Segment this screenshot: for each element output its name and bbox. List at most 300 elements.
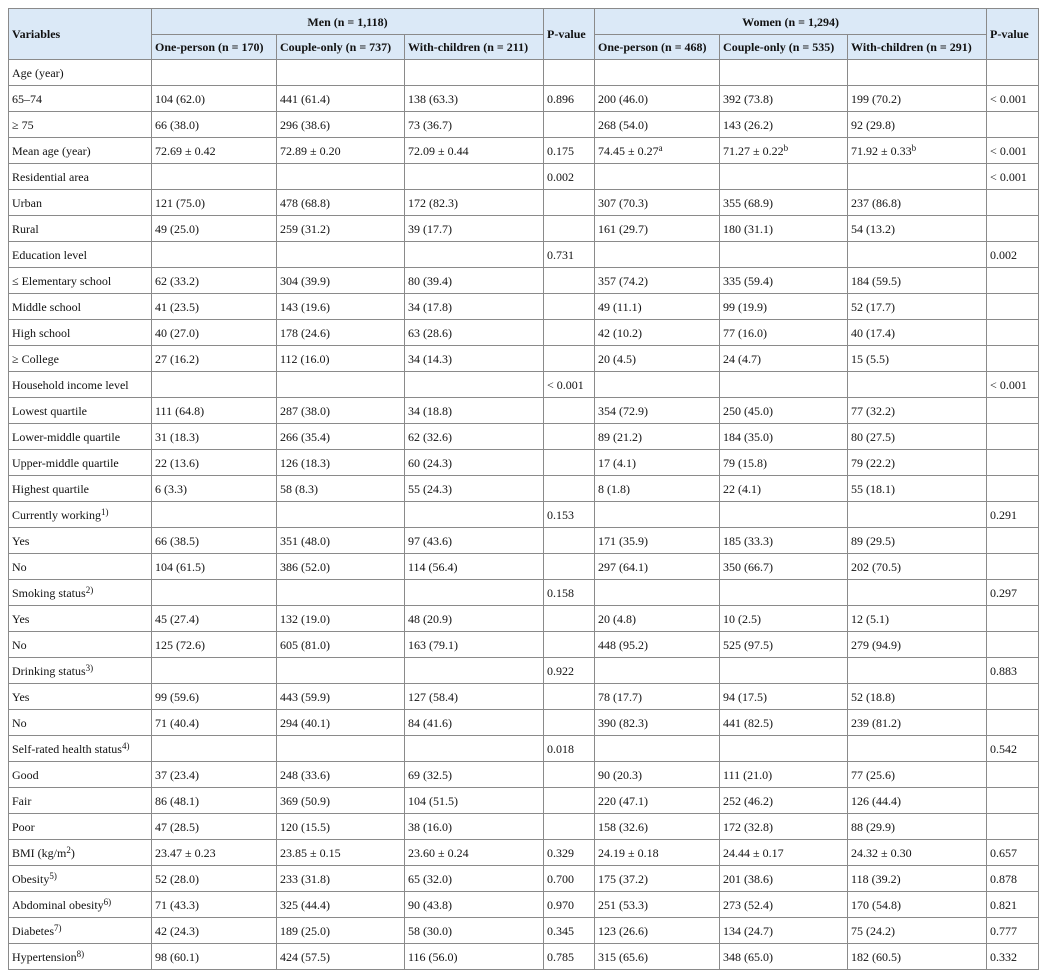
cell-value: 23.60 ± 0.24 (408, 845, 469, 860)
women-p-value: 0.291 (987, 502, 1039, 528)
men-cell (405, 814, 544, 840)
men-cell (152, 164, 277, 190)
men-cell (277, 502, 405, 528)
cell-value: 357 (74.2) (598, 273, 649, 288)
women-cell (595, 86, 720, 112)
men-p-value (544, 684, 595, 710)
women-cell (595, 528, 720, 554)
men-cell (405, 684, 544, 710)
cell-value: 125 (72.6) (155, 637, 205, 652)
men-cell (405, 736, 544, 762)
cell-value: 75 (24.2) (851, 923, 896, 938)
men-cell (152, 216, 277, 242)
cell-value: 112 (16.0) (280, 351, 330, 366)
women-cell (720, 476, 848, 502)
header-pvalue-men: P-value (544, 9, 595, 60)
cell-value: 279 (94.9) (851, 637, 902, 652)
cell-value: 163 (79.1) (408, 637, 458, 652)
men-cell (405, 528, 544, 554)
cell-value: 335 (59.4) (723, 273, 774, 288)
cell-value: 77 (32.2) (851, 403, 896, 418)
cell-value: 233 (31.8) (280, 871, 330, 886)
row-label (9, 242, 152, 268)
women-cell (595, 294, 720, 320)
men-cell (405, 60, 544, 86)
row-label (9, 528, 152, 554)
men-p-value: 0.785 (544, 944, 595, 970)
women-p-value (987, 554, 1039, 580)
row-label (9, 294, 152, 320)
women-cell (720, 424, 848, 450)
men-cell (152, 60, 277, 86)
row-label (9, 658, 152, 684)
men-cell (152, 918, 277, 944)
men-cell (152, 580, 277, 606)
cell-value: 10 (2.5) (723, 611, 762, 626)
women-cell (848, 476, 987, 502)
women-cell (848, 554, 987, 580)
women-cell (595, 606, 720, 632)
women-cell (848, 502, 987, 528)
row-label (9, 346, 152, 372)
women-cell (595, 502, 720, 528)
women-cell (848, 710, 987, 736)
cell-value: 161 (29.7) (598, 221, 649, 236)
table-row (9, 762, 1039, 788)
men-p-value (544, 294, 595, 320)
men-cell (405, 892, 544, 918)
women-cell (595, 840, 720, 866)
women-cell (720, 372, 848, 398)
men-cell (405, 762, 544, 788)
row-label-text: Yes (12, 689, 30, 704)
men-cell (277, 216, 405, 242)
women-p-value (987, 112, 1039, 138)
women-cell (720, 294, 848, 320)
men-cell (405, 294, 544, 320)
cell-value: 66 (38.5) (155, 533, 199, 548)
men-cell (152, 372, 277, 398)
women-p-value (987, 346, 1039, 372)
cell-value: 294 (40.1) (280, 715, 330, 730)
cell-value: 448 (95.2) (598, 637, 649, 652)
header-women-one-person: One-person (n = 468) (595, 35, 720, 60)
women-p-value (987, 450, 1039, 476)
women-cell (595, 632, 720, 658)
cell-value: 478 (68.8) (280, 195, 330, 210)
cell-value: 31 (18.3) (155, 429, 199, 444)
row-label-text: Good (12, 767, 39, 782)
women-cell (720, 658, 848, 684)
footnote-marker: 7) (53, 922, 62, 933)
women-p-value: 0.821 (987, 892, 1039, 918)
row-label-text: Self-rated health status (12, 741, 122, 756)
cell-value: 27 (16.2) (155, 351, 199, 366)
cell-value: 307 (70.3) (598, 195, 649, 210)
cell-value: 34 (18.8) (408, 403, 452, 418)
cell-value: 180 (31.1) (723, 221, 774, 236)
men-cell (277, 580, 405, 606)
cell-value: 189 (25.0) (280, 923, 330, 938)
women-cell (720, 138, 848, 164)
women-cell (720, 502, 848, 528)
table-row (9, 632, 1039, 658)
women-p-value (987, 294, 1039, 320)
footnote-marker: 8) (76, 948, 85, 959)
cell-value: 354 (72.9) (598, 403, 649, 418)
cell-value: 178 (24.6) (280, 325, 330, 340)
row-label-text: Currently working (12, 507, 101, 522)
men-p-value (544, 762, 595, 788)
cell-value: 24 (4.7) (723, 351, 762, 366)
men-p-value (544, 450, 595, 476)
women-cell (595, 580, 720, 606)
cell-value: 386 (52.0) (280, 559, 330, 574)
cell-value: 118 (39.2) (851, 871, 901, 886)
row-label (9, 554, 152, 580)
header-women-with-children: With-children (n = 291) (848, 35, 987, 60)
men-p-value: 0.700 (544, 866, 595, 892)
table-row (9, 476, 1039, 502)
men-cell (405, 632, 544, 658)
cell-value: 34 (17.8) (408, 299, 452, 314)
women-p-value (987, 320, 1039, 346)
row-label (9, 788, 152, 814)
men-cell (277, 918, 405, 944)
men-cell (152, 606, 277, 632)
women-cell (848, 86, 987, 112)
table-row (9, 86, 1039, 112)
women-p-value: < 0.001 (987, 138, 1039, 164)
cell-value: 71 (40.4) (155, 715, 199, 730)
row-label-text: Yes (12, 533, 30, 548)
cell-value: 58 (8.3) (280, 481, 318, 496)
women-p-value: 0.297 (987, 580, 1039, 606)
men-cell (405, 164, 544, 190)
men-cell (277, 944, 405, 970)
table-row (9, 684, 1039, 710)
cell-value: 390 (82.3) (598, 715, 649, 730)
men-cell (405, 866, 544, 892)
men-cell (277, 866, 405, 892)
cell-value: 72.89 ± 0.20 (280, 143, 341, 158)
women-cell (720, 684, 848, 710)
cell-value: 315 (65.6) (598, 949, 649, 964)
table-row (9, 242, 1039, 268)
women-cell (720, 606, 848, 632)
footnote-marker: 6) (103, 896, 112, 907)
row-label-text: ≥ College (12, 351, 59, 366)
cell-value: 37 (23.4) (155, 767, 199, 782)
men-cell (405, 580, 544, 606)
women-cell (595, 554, 720, 580)
women-cell (595, 892, 720, 918)
women-p-value: 0.878 (987, 866, 1039, 892)
men-cell (152, 190, 277, 216)
cell-value: 52 (28.0) (155, 871, 199, 886)
men-cell (405, 710, 544, 736)
header-men-couple-only: Couple-only (n = 737) (277, 35, 405, 60)
men-cell (405, 190, 544, 216)
men-p-value: 0.153 (544, 502, 595, 528)
cell-value: 62 (32.6) (408, 429, 452, 444)
cell-value: 55 (18.1) (851, 481, 896, 496)
men-cell (405, 320, 544, 346)
row-label (9, 944, 152, 970)
row-label-text: Obesity (12, 871, 50, 886)
row-label-text: Urban (12, 195, 42, 210)
cell-value: 78 (17.7) (598, 689, 643, 704)
characteristics-table (8, 8, 1039, 970)
men-p-value (544, 398, 595, 424)
cell-value: 72.09 ± 0.44 (408, 143, 469, 158)
women-cell (595, 398, 720, 424)
women-cell (595, 450, 720, 476)
cell-value: 304 (39.9) (280, 273, 330, 288)
women-cell (595, 242, 720, 268)
men-cell (277, 372, 405, 398)
women-cell (720, 242, 848, 268)
footnote-marker: 3) (85, 662, 94, 673)
row-label (9, 424, 152, 450)
men-cell (277, 164, 405, 190)
men-cell (152, 112, 277, 138)
men-cell (152, 398, 277, 424)
row-label-text: Lowest quartile (12, 403, 87, 418)
men-p-value (544, 606, 595, 632)
men-cell (405, 606, 544, 632)
men-cell (152, 294, 277, 320)
men-cell (405, 424, 544, 450)
cell-value: 24.32 ± 0.30 (851, 845, 912, 860)
row-label-text: ≥ 75 (12, 117, 34, 132)
women-cell (848, 606, 987, 632)
row-label (9, 60, 152, 86)
men-p-value: 0.731 (544, 242, 595, 268)
women-cell (720, 60, 848, 86)
women-cell (720, 710, 848, 736)
superscript-marker: b (783, 142, 789, 153)
header-men-with-children: With-children (n = 211) (405, 35, 544, 60)
women-cell (595, 658, 720, 684)
header-men: Men (n = 1,118) (152, 9, 544, 35)
cell-value: 138 (63.3) (408, 91, 458, 106)
row-label (9, 216, 152, 242)
women-cell (720, 814, 848, 840)
table-row (9, 294, 1039, 320)
cell-value: 605 (81.0) (280, 637, 330, 652)
men-cell (152, 736, 277, 762)
women-cell (595, 736, 720, 762)
women-cell (595, 762, 720, 788)
cell-value: 273 (52.4) (723, 897, 774, 912)
header-pvalue-women: P-value (987, 9, 1039, 60)
men-cell (152, 840, 277, 866)
women-p-value: < 0.001 (987, 372, 1039, 398)
cell-value: 441 (82.5) (723, 715, 774, 730)
women-p-value: 0.657 (987, 840, 1039, 866)
men-p-value: 0.922 (544, 658, 595, 684)
row-label-text: Residential area (12, 169, 89, 184)
women-cell (720, 528, 848, 554)
table-row (9, 346, 1039, 372)
women-p-value (987, 814, 1039, 840)
men-p-value: 0.329 (544, 840, 595, 866)
row-label (9, 398, 152, 424)
women-cell (848, 658, 987, 684)
men-cell (405, 398, 544, 424)
row-label (9, 372, 152, 398)
women-cell (848, 242, 987, 268)
women-cell (848, 944, 987, 970)
women-cell (595, 164, 720, 190)
row-label (9, 112, 152, 138)
row-label-text: ≤ Elementary school (12, 273, 112, 288)
women-cell (595, 918, 720, 944)
women-cell (720, 918, 848, 944)
cell-value: 8 (1.8) (598, 481, 631, 496)
row-label-text: Drinking status (12, 663, 86, 678)
cell-value: 77 (25.6) (851, 767, 896, 782)
women-p-value (987, 398, 1039, 424)
men-cell (405, 788, 544, 814)
women-cell (595, 138, 720, 164)
cell-value: 259 (31.2) (280, 221, 330, 236)
header-men-one-person: One-person (n = 170) (152, 35, 277, 60)
row-label (9, 502, 152, 528)
cell-value: 89 (21.2) (598, 429, 643, 444)
row-label-tail: ) (70, 845, 75, 860)
women-p-value: 0.542 (987, 736, 1039, 762)
women-cell (720, 840, 848, 866)
women-cell (848, 216, 987, 242)
women-cell (720, 190, 848, 216)
superscript-marker: b (911, 142, 917, 153)
row-label (9, 866, 152, 892)
superscript-marker: a (658, 142, 663, 153)
women-cell (720, 944, 848, 970)
women-p-value (987, 684, 1039, 710)
women-p-value: < 0.001 (987, 86, 1039, 112)
men-cell (152, 788, 277, 814)
cell-value: 90 (43.8) (408, 897, 452, 912)
row-label-text: Lower-middle quartile (12, 429, 121, 444)
women-cell (848, 814, 987, 840)
cell-value: 424 (57.5) (280, 949, 330, 964)
footnote-marker: 2 (66, 844, 71, 855)
cell-value: 17 (4.1) (598, 455, 637, 470)
women-cell (848, 320, 987, 346)
men-p-value: 0.345 (544, 918, 595, 944)
row-label-text: Household income level (12, 377, 129, 392)
cell-value: 38 (16.0) (408, 819, 452, 834)
women-cell (848, 398, 987, 424)
cell-value: 94 (17.5) (723, 689, 768, 704)
cell-value: 350 (66.7) (723, 559, 774, 574)
women-cell (720, 762, 848, 788)
men-cell (152, 424, 277, 450)
men-cell (405, 840, 544, 866)
cell-value: 23.85 ± 0.15 (280, 845, 341, 860)
row-label (9, 632, 152, 658)
women-p-value (987, 268, 1039, 294)
cell-value: 71 (43.3) (155, 897, 199, 912)
cell-value: 89 (29.5) (851, 533, 896, 548)
cell-value: 287 (38.0) (280, 403, 330, 418)
cell-value: 114 (56.4) (408, 559, 458, 574)
row-label (9, 918, 152, 944)
women-cell (595, 60, 720, 86)
cell-value: 69 (32.5) (408, 767, 452, 782)
cell-value: 158 (32.6) (598, 819, 649, 834)
cell-value: 99 (19.9) (723, 299, 768, 314)
table-row (9, 450, 1039, 476)
table-row (9, 788, 1039, 814)
cell-value: 252 (46.2) (723, 793, 774, 808)
row-label (9, 320, 152, 346)
cell-value: 24.44 ± 0.17 (723, 845, 784, 860)
cell-value: 134 (24.7) (723, 923, 774, 938)
cell-value: 23.47 ± 0.23 (155, 845, 216, 860)
footnote-marker: 5) (49, 870, 57, 881)
table-row (9, 60, 1039, 86)
men-cell (405, 944, 544, 970)
cell-value: 325 (44.4) (280, 897, 330, 912)
cell-value: 74.45 ± 0.27 (598, 143, 659, 158)
cell-value: 39 (17.7) (408, 221, 452, 236)
row-label (9, 710, 152, 736)
cell-value: 123 (26.6) (598, 923, 649, 938)
footnote-marker: 2) (85, 584, 94, 595)
men-cell (277, 294, 405, 320)
women-p-value: 0.332 (987, 944, 1039, 970)
row-label-text: Smoking status (12, 585, 86, 600)
women-cell (720, 736, 848, 762)
men-p-value (544, 710, 595, 736)
table-row (9, 268, 1039, 294)
men-cell (152, 554, 277, 580)
table-row (9, 138, 1039, 164)
cell-value: 52 (18.8) (851, 689, 896, 704)
women-cell (720, 554, 848, 580)
women-cell (720, 346, 848, 372)
women-cell (848, 788, 987, 814)
cell-value: 52 (17.7) (851, 299, 896, 314)
cell-value: 202 (70.5) (851, 559, 902, 574)
women-cell (720, 398, 848, 424)
men-cell (405, 502, 544, 528)
men-cell (405, 138, 544, 164)
cell-value: 441 (61.4) (280, 91, 330, 106)
cell-value: 48 (20.9) (408, 611, 452, 626)
women-cell (848, 294, 987, 320)
men-cell (152, 320, 277, 346)
women-cell (595, 788, 720, 814)
cell-value: 45 (27.4) (155, 611, 199, 626)
row-label-text: Hypertension (12, 949, 77, 964)
cell-value: 104 (61.5) (155, 559, 205, 574)
cell-value: 62 (33.2) (155, 273, 199, 288)
table-row (9, 606, 1039, 632)
row-label-text: No (12, 559, 27, 574)
men-p-value: 0.175 (544, 138, 595, 164)
cell-value: 199 (70.2) (851, 91, 902, 106)
men-cell (277, 528, 405, 554)
cell-value: 99 (59.6) (155, 689, 199, 704)
women-cell (848, 372, 987, 398)
men-cell (152, 502, 277, 528)
row-label (9, 892, 152, 918)
